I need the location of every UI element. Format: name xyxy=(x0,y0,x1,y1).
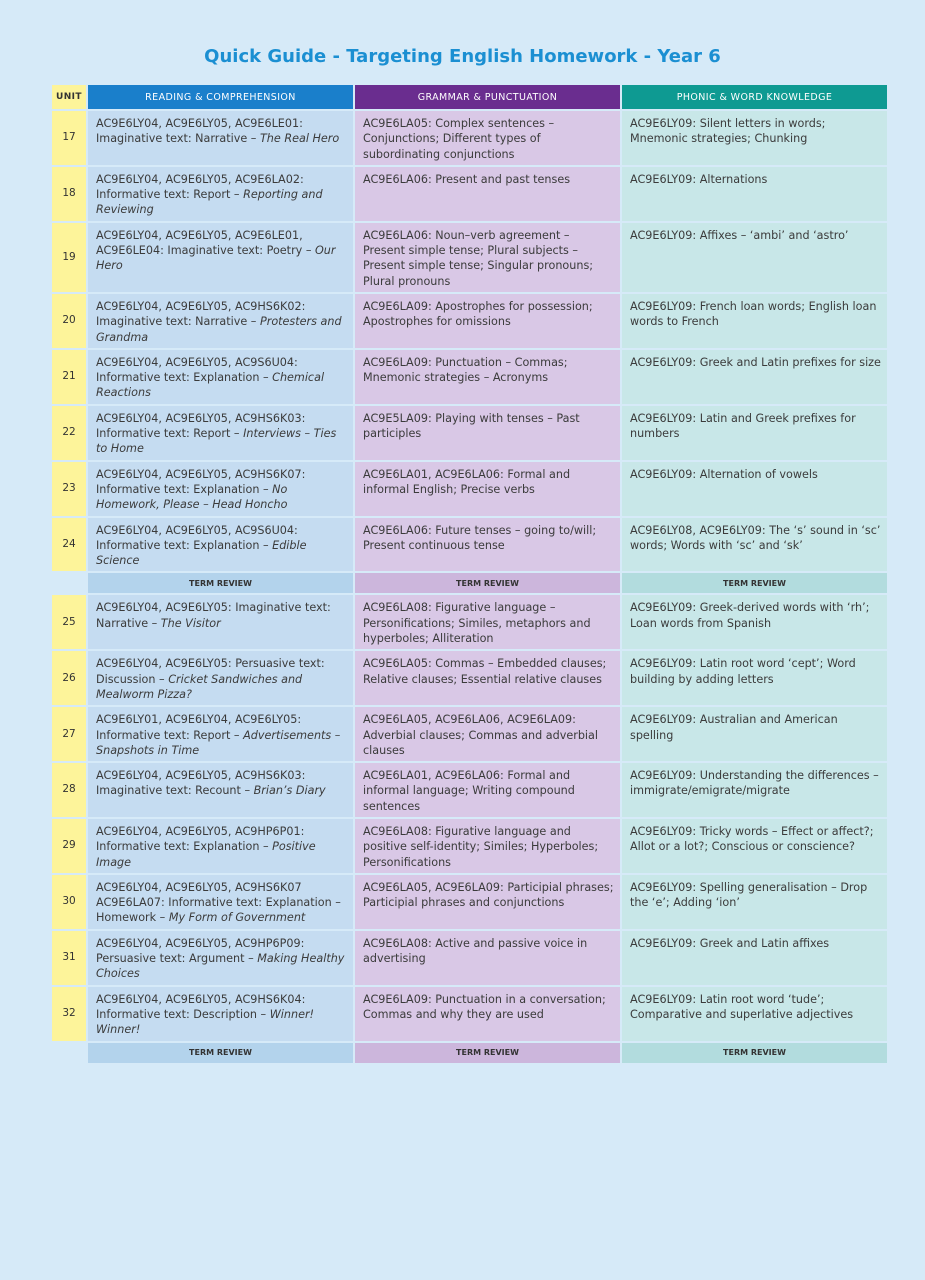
reading-title: Interviews – Ties to Home xyxy=(96,427,337,456)
reading-cell xyxy=(88,987,353,1041)
grammar-cell: AC9E6LA08: Figurative language and positive self-identity; Similes; Hyperboles; Personifications xyxy=(355,819,620,873)
reading-title: My Form of Government xyxy=(168,911,306,925)
reading-cell xyxy=(88,651,353,705)
term-review-label: TERM REVIEW xyxy=(622,1043,887,1063)
term-review-label: TERM REVIEW xyxy=(88,573,353,593)
grammar-cell: AC9E6LA06: Future tenses – going to/will; Present continuous tense xyxy=(355,518,620,572)
reading-title: Cricket Sandwiches and Mealworm Pizza? xyxy=(96,672,303,701)
page-title: Quick Guide - Targeting English Homework - Year 6 xyxy=(204,46,721,67)
table-row xyxy=(52,595,887,649)
reading-codes: AC9E6LY01, AC9E6LY04, AC9E6LY05: Informative text: Report – xyxy=(96,713,302,742)
table-row xyxy=(52,875,887,929)
unit-number: 23 xyxy=(52,462,86,516)
grammar-cell: AC9E6LA01, AC9E6LA06: Formal and informal English; Precise verbs xyxy=(355,462,620,516)
unit-number: 21 xyxy=(52,350,86,404)
table-row xyxy=(52,819,887,873)
term-review-label: TERM REVIEW xyxy=(88,1043,353,1063)
reading-title: Chemical Reactions xyxy=(96,371,325,400)
unit-number: 18 xyxy=(52,167,86,221)
reading-cell xyxy=(88,931,353,985)
unit-number: 28 xyxy=(52,763,86,817)
unit-number: 20 xyxy=(52,294,86,348)
term-review-row xyxy=(52,573,887,593)
reading-codes: AC9E6LY04, AC9E6LY05: Imaginative text: Narrative – xyxy=(96,601,331,630)
table-row xyxy=(52,462,887,516)
unit-number: 27 xyxy=(52,707,86,761)
unit-number: 32 xyxy=(52,987,86,1041)
reading-cell xyxy=(88,167,353,221)
reading-codes: AC9E6LY04, AC9E6LY05, AC9HS6K02: Imaginative text: Narrative – xyxy=(96,299,306,329)
reading-codes: AC9E6LY04, AC9E6LY05, AC9E6LE01, AC9E6LE04: Imaginative text: Poetry – xyxy=(96,228,315,258)
phonic-cell: AC9E6LY09: Latin root word ‘tude’; Comparative and superlative adjectives xyxy=(622,987,887,1041)
grammar-cell: AC9E6LA05: Complex sentences – Conjunctions; Different types of subordinating conjunctions xyxy=(355,111,620,165)
grammar-cell: AC9E6LA05, AC9E6LA09: Participial phrases; Participial phrases and conjunctions xyxy=(355,875,620,929)
reading-title: Positive Image xyxy=(96,840,316,869)
reading-codes: AC9E6LY04, AC9E6LY05, AC9HS6K07: Informative text: Explanation – xyxy=(96,467,306,496)
table-row xyxy=(52,651,887,705)
table-body xyxy=(52,111,887,1063)
unit-number: 22 xyxy=(52,406,86,460)
blank-cell xyxy=(52,573,86,593)
reading-title: Brian’s Diary xyxy=(253,784,326,798)
table-row xyxy=(52,350,887,404)
reading-cell xyxy=(88,763,353,817)
reading-codes: AC9E6LY04, AC9E6LY05: Persuasive text: Discussion – xyxy=(96,657,325,686)
phonic-cell: AC9E6LY09: Understanding the differences – immigrate/emigrate/migrate xyxy=(622,763,887,817)
grammar-cell: AC9E6LA08: Active and passive voice in advertising xyxy=(355,931,620,985)
term-review-label: TERM REVIEW xyxy=(355,1043,620,1063)
phonic-cell: AC9E6LY09: Silent letters in words; Mnemonic strategies; Chunking xyxy=(622,111,887,165)
phonic-cell: AC9E6LY09: Greek and Latin prefixes for size xyxy=(622,350,887,404)
unit-number: 26 xyxy=(52,651,86,705)
grammar-cell: AC9E6LA09: Punctuation – Commas; Mnemonic strategies – Acronyms xyxy=(355,350,620,404)
reading-title: No Homework, Please – Head Honcho xyxy=(96,482,288,512)
reading-title: Reporting and Reviewing xyxy=(96,188,323,217)
reading-cell xyxy=(88,819,353,873)
table-row xyxy=(52,294,887,348)
reading-title: Edible Science xyxy=(96,538,307,568)
reading-codes: AC9E6LY04, AC9E6LY05, AC9E6LE01: Imaginative text: Narrative – xyxy=(96,117,303,146)
reading-codes: AC9E6LY04, AC9E6LY05, AC9HS6K03: Imaginative text: Recount – xyxy=(96,769,306,798)
reading-cell xyxy=(88,875,353,929)
phonic-cell: AC9E6LY09: Alternation of vowels xyxy=(622,462,887,516)
header-row xyxy=(52,85,887,109)
phonic-header: PHONIC & WORD KNOWLEDGE xyxy=(622,85,887,109)
reading-cell xyxy=(88,595,353,649)
term-review-label: TERM REVIEW xyxy=(622,573,887,593)
phonic-cell: AC9E6LY09: Latin root word ‘cept’; Word building by adding letters xyxy=(622,651,887,705)
phonic-cell: AC9E6LY09: Latin and Greek prefixes for numbers xyxy=(622,406,887,460)
grammar-cell: AC9E6LA09: Apostrophes for possession; Apostrophes for omissions xyxy=(355,294,620,348)
reading-cell xyxy=(88,462,353,516)
reading-header: READING & COMPREHENSION xyxy=(88,85,353,109)
table-row xyxy=(52,707,887,761)
phonic-cell: AC9E6LY09: Greek-derived words with ‘rh’; Loan words from Spanish xyxy=(622,595,887,649)
reading-title: The Visitor xyxy=(160,616,221,630)
phonic-cell: AC9E6LY09: French loan words; English loan words to French xyxy=(622,294,887,348)
grammar-cell: AC9E6LA08: Figurative language – Personifications; Similes, metaphors and hyperboles; Alliteration xyxy=(355,595,620,649)
blank-cell xyxy=(52,1043,86,1063)
unit-number: 29 xyxy=(52,819,86,873)
reading-codes: AC9E6LY04, AC9E6LY05, AC9HP6P09: Persuasive text: Argument – xyxy=(96,936,305,966)
reading-codes: AC9E6LY04, AC9E6LY05, AC9HS6K07 AC9E6LA07: Informative text: Explanation – Homework – xyxy=(96,880,341,925)
phonic-cell: AC9E6LY09: Alternations xyxy=(622,167,887,221)
grammar-cell: AC9E6LA06: Present and past tenses xyxy=(355,167,620,221)
reading-title: Making Healthy Choices xyxy=(96,952,345,981)
unit-number: 25 xyxy=(52,595,86,649)
unit-number: 19 xyxy=(52,223,86,292)
unit-number: 24 xyxy=(52,518,86,572)
unit-header: UNIT xyxy=(52,85,86,109)
phonic-cell: AC9E6LY09: Tricky words – Effect or affect?; Allot or a lot?; Conscious or conscience? xyxy=(622,819,887,873)
phonic-cell: AC9E6LY09: Greek and Latin affixes xyxy=(622,931,887,985)
grammar-cell: AC9E6LA01, AC9E6LA06: Formal and informal language; Writing compound sentences xyxy=(355,763,620,817)
reading-cell xyxy=(88,111,353,165)
term-review-label: TERM REVIEW xyxy=(355,573,620,593)
table-row xyxy=(52,167,887,221)
grammar-cell: AC9E6LA05, AC9E6LA06, AC9E6LA09: Adverbial clauses; Commas and adverbial clauses xyxy=(355,707,620,761)
table-row xyxy=(52,518,887,572)
reading-title: The Real Hero xyxy=(259,132,340,146)
reading-cell xyxy=(88,707,353,761)
unit-number: 17 xyxy=(52,111,86,165)
table-row xyxy=(52,223,887,292)
table-row xyxy=(52,406,887,460)
quick-guide-table xyxy=(50,83,889,1065)
reading-cell xyxy=(88,294,353,348)
phonic-cell: AC9E6LY09: Australian and American spelling xyxy=(622,707,887,761)
table-row xyxy=(52,987,887,1041)
phonic-cell: AC9E6LY08, AC9E6LY09: The ‘s’ sound in ‘sc’ words; Words with ‘sc’ and ‘sk’ xyxy=(622,518,887,572)
reading-title: Winner! Winner! xyxy=(96,1007,315,1037)
grammar-cell: AC9E6LA09: Punctuation in a conversation; Commas and why they are used xyxy=(355,987,620,1041)
reading-codes: AC9E6LY04, AC9E6LY05, AC9HS6K04: Informative text: Description – xyxy=(96,992,306,1021)
unit-number: 31 xyxy=(52,931,86,985)
table-row xyxy=(52,763,887,817)
reading-title: Our Hero xyxy=(96,244,336,273)
reading-cell xyxy=(88,223,353,292)
grammar-cell: AC9E6LA06: Noun–verb agreement – Present simple tense; Plural subjects – Present simple tense; Singular pronouns; Plural pronouns xyxy=(355,223,620,292)
grammar-cell: AC9E5LA09: Playing with tenses – Past participles xyxy=(355,406,620,460)
reading-codes: AC9E6LY04, AC9E6LY05, AC9HP6P01: Informative text: Explanation – xyxy=(96,824,305,854)
unit-number: 30 xyxy=(52,875,86,929)
phonic-cell: AC9E6LY09: Spelling generalisation – Drop the ‘e’; Adding ‘ion’ xyxy=(622,875,887,929)
reading-cell xyxy=(88,350,353,404)
table-row xyxy=(52,111,887,165)
grammar-cell: AC9E6LA05: Commas – Embedded clauses; Relative clauses; Essential relative clauses xyxy=(355,651,620,705)
reading-codes: AC9E6LY04, AC9E6LY05, AC9S6U04: Informative text: Explanation – xyxy=(96,523,298,552)
reading-title: Protesters and Grandma xyxy=(96,315,342,344)
reading-title: Advertisements – Snapshots in Time xyxy=(96,728,341,757)
reading-cell xyxy=(88,518,353,572)
reading-codes: AC9E6LY04, AC9E6LY05, AC9HS6K03: Informative text: Report – xyxy=(96,411,306,441)
term-review-row xyxy=(52,1043,887,1063)
grammar-header: GRAMMAR & PUNCTUATION xyxy=(355,85,620,109)
reading-codes: AC9E6LY04, AC9E6LY05, AC9S6U04: Informative text: Explanation – xyxy=(96,355,298,385)
phonic-cell: AC9E6LY09: Affixes – ‘ambi’ and ‘astro’ xyxy=(622,223,887,292)
table-row xyxy=(52,931,887,985)
reading-codes: AC9E6LY04, AC9E6LY05, AC9E6LA02: Informative text: Report – xyxy=(96,172,304,202)
reading-cell xyxy=(88,406,353,460)
